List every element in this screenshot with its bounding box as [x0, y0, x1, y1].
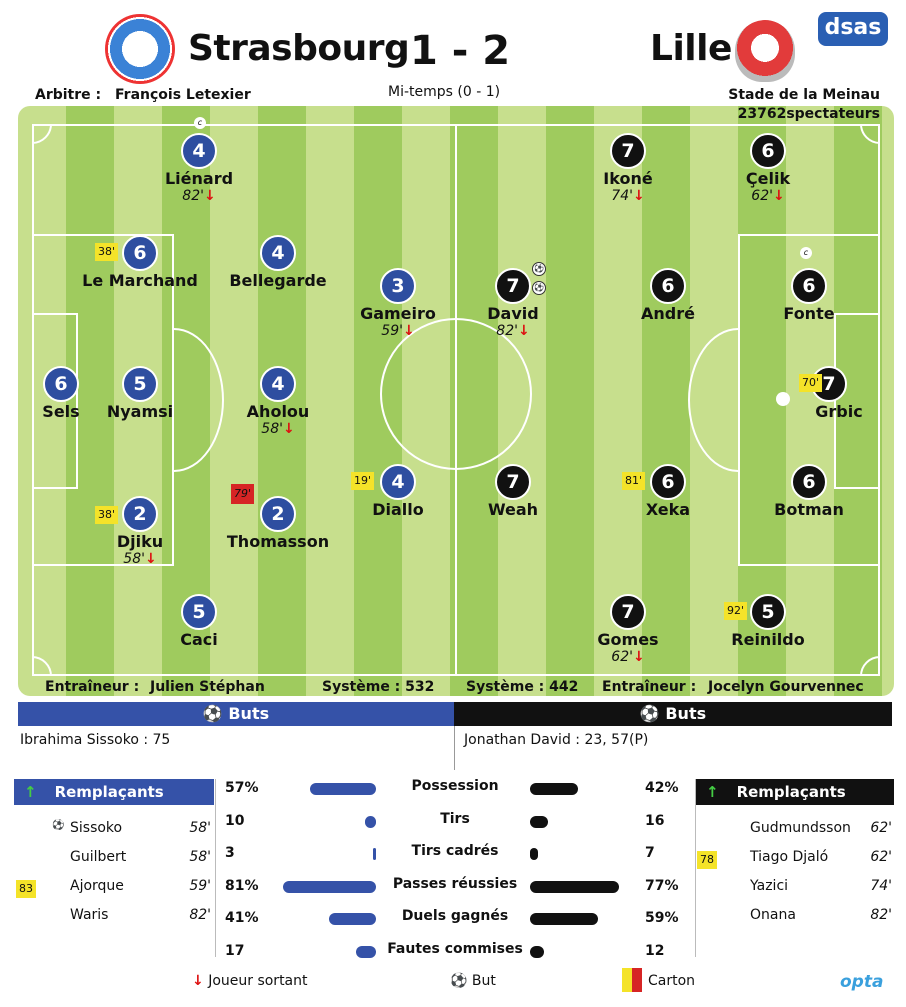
away-player[interactable]: [764, 366, 894, 421]
ball-icon[interactable]: ⚽: [52, 820, 65, 831]
corner-arc-br: [860, 656, 894, 696]
stat-name[interactable]: Duels gagnés: [401, 908, 509, 924]
player-number[interactable]: 7: [610, 594, 646, 630]
stat-away-value[interactable]: 7: [645, 845, 655, 861]
player-number[interactable]: 6: [650, 464, 686, 500]
player-number[interactable]: 6: [122, 235, 158, 271]
player-number[interactable]: 7: [610, 133, 646, 169]
player-name[interactable]: Weah: [487, 500, 539, 519]
xeka-card[interactable]: 81': [622, 472, 645, 490]
sub-time[interactable]: [134, 188, 264, 205]
player-name[interactable]: Le Marchand: [82, 271, 198, 290]
away-player[interactable]: [448, 268, 578, 340]
stat-home-bar[interactable]: [373, 848, 376, 860]
sub-time[interactable]: [75, 551, 205, 568]
player-name[interactable]: Aholou: [246, 402, 310, 421]
arrow-down-icon[interactable]: ↓: [632, 649, 645, 665]
player-name[interactable]: Gameiro: [360, 304, 436, 323]
home-player[interactable]: [213, 366, 343, 438]
stat-away-bar[interactable]: [530, 913, 598, 925]
away-goals-bar: ⚽ Buts: [454, 702, 892, 726]
player-number[interactable]: 3: [380, 268, 416, 304]
stat-home-value[interactable]: 17: [225, 942, 245, 959]
stat-home-bar[interactable]: [310, 783, 376, 795]
stat-away-bar[interactable]: [530, 946, 544, 958]
away-sub-name[interactable]: Onana: [750, 907, 796, 923]
player-number[interactable]: 4: [380, 464, 416, 500]
stat-away-value[interactable]: 77%: [645, 877, 679, 894]
sub-minute[interactable]: 59': [381, 323, 403, 339]
away-sub-name[interactable]: Yazici: [750, 878, 789, 894]
diallo-card[interactable]: 19': [351, 472, 374, 490]
ball-icon[interactable]: ⚽: [532, 281, 546, 295]
player-number[interactable]: 7: [495, 464, 531, 500]
player-name[interactable]: Ikoné: [603, 169, 653, 188]
player-name[interactable]: Gomes: [597, 630, 659, 649]
arrow-down-icon[interactable]: ↓: [203, 188, 216, 204]
home-subs-header: ↑ Remplaçants: [14, 779, 214, 805]
home-sub-name[interactable]: Waris: [70, 907, 109, 923]
away-coach: Jocelyn Gourvennec: [708, 679, 864, 695]
center-circle: [380, 318, 532, 470]
subs-right-divider: [695, 779, 696, 957]
captain-badge[interactable]: c: [194, 117, 206, 129]
away-subs-header: ↑ Remplaçants: [696, 779, 894, 805]
home-sub-name[interactable]: Ajorque: [70, 878, 124, 894]
sub-time[interactable]: [448, 323, 578, 340]
player-number[interactable]: 4: [260, 366, 296, 402]
player-number[interactable]: 5: [750, 594, 786, 630]
away-sub-name[interactable]: Gudmundsson: [750, 820, 851, 836]
player-name[interactable]: André: [641, 304, 695, 323]
stat-away-bar[interactable]: [530, 848, 538, 860]
home-player[interactable]: [333, 268, 463, 340]
away-team-name: Lille: [650, 28, 732, 69]
stat-name[interactable]: Passes réussies: [392, 875, 518, 892]
away-system: Système : 442: [466, 679, 579, 695]
home-system: Système : 532: [322, 679, 435, 695]
stat-away-value[interactable]: 16: [645, 812, 665, 829]
arrow-down-icon[interactable]: ↓: [517, 323, 530, 339]
away-player[interactable]: [563, 133, 693, 205]
stat-home-value[interactable]: 3: [225, 845, 235, 861]
home-sub-minute[interactable]: 58': [189, 820, 211, 836]
sub-time[interactable]: [333, 323, 463, 340]
arrow-down-icon[interactable]: ↓: [402, 323, 415, 339]
home-coach-label: Entraîneur :: [45, 679, 140, 695]
sub-minute[interactable]: 62': [751, 188, 773, 204]
away-player[interactable]: [744, 268, 874, 323]
arrow-up-icon: ↑: [24, 783, 37, 801]
referee-label: Arbitre :: [35, 87, 102, 103]
away-player[interactable]: [703, 133, 833, 205]
player-number[interactable]: 4: [181, 133, 217, 169]
match-score: 1 - 2: [410, 28, 511, 74]
captain-badge[interactable]: c: [800, 247, 812, 259]
arrow-down-icon[interactable]: ↓: [772, 188, 785, 204]
stat-home-bar[interactable]: [283, 881, 376, 893]
away-sub-name[interactable]: Tiago Djaló: [750, 849, 829, 865]
player-number[interactable]: 2: [260, 496, 296, 532]
stat-name[interactable]: Possession: [411, 778, 499, 794]
home-goals-bar: ⚽ Buts: [18, 702, 454, 726]
home-player[interactable]: [213, 496, 343, 551]
lemarchand-card[interactable]: 38': [95, 243, 118, 261]
player-number[interactable]: 6: [43, 366, 79, 402]
away-sub-card: 78: [697, 851, 717, 869]
stat-away-bar[interactable]: [530, 783, 578, 795]
sub-minute[interactable]: 74': [611, 188, 633, 204]
player-name[interactable]: Sels: [42, 402, 80, 421]
player-number[interactable]: 2: [122, 496, 158, 532]
arrow-down-icon[interactable]: ↓: [282, 421, 295, 437]
away-sub-minute[interactable]: 62': [870, 820, 892, 836]
player-name[interactable]: David: [487, 304, 539, 323]
player-name[interactable]: Djiku: [116, 532, 164, 551]
arrow-down-icon[interactable]: ↓: [632, 188, 645, 204]
player-number[interactable]: 4: [260, 235, 296, 271]
stat-away-value[interactable]: 12: [645, 942, 665, 959]
home-sub-name[interactable]: Sissoko: [70, 820, 123, 836]
home-player[interactable]: [134, 594, 264, 649]
player-name[interactable]: Bellegarde: [229, 271, 327, 290]
legend-out: ↓ Joueur sortant: [192, 973, 308, 989]
stat-home-value[interactable]: 57%: [225, 780, 259, 796]
stat-home-bar[interactable]: [365, 816, 377, 828]
sub-time[interactable]: [563, 649, 693, 666]
away-sub-minute[interactable]: 74': [870, 878, 892, 894]
player-name[interactable]: Caci: [180, 630, 218, 649]
sub-minute[interactable]: 82': [182, 188, 204, 204]
home-team-name: Strasbourg: [188, 28, 410, 69]
away-coach-label: Entraîneur :: [602, 679, 697, 695]
stat-away-bar[interactable]: [530, 881, 619, 893]
player-name[interactable]: Botman: [774, 500, 844, 519]
home-sub-card: 83: [16, 880, 36, 898]
player-number[interactable]: 6: [650, 268, 686, 304]
stat-home-value[interactable]: 41%: [225, 910, 259, 926]
home-player[interactable]: [134, 133, 264, 205]
strasbourg-logo: [105, 14, 175, 84]
player-number[interactable]: 6: [750, 133, 786, 169]
sub-minute[interactable]: 58': [261, 421, 283, 437]
stat-away-bar[interactable]: [530, 816, 548, 828]
away-player[interactable]: [603, 268, 733, 323]
subs-left-divider: [215, 779, 216, 957]
away-sub-minute[interactable]: 82': [870, 907, 892, 923]
stat-name[interactable]: Tirs: [440, 810, 470, 827]
arrow-down-icon: ↓: [192, 973, 204, 989]
player-number[interactable]: 6: [791, 268, 827, 304]
player-name[interactable]: Liénard: [164, 169, 234, 188]
lille-logo: [735, 20, 795, 82]
ball-icon: ⚽: [450, 973, 468, 989]
legend-card: Carton: [648, 973, 696, 989]
away-sub-minute[interactable]: 62': [870, 849, 892, 865]
arrow-down-icon[interactable]: ↓: [144, 551, 157, 567]
away-player[interactable]: [563, 594, 693, 666]
away-player[interactable]: [703, 594, 833, 649]
attendance: 23762spectateurs: [737, 106, 880, 122]
player-number[interactable]: 7: [495, 268, 531, 304]
player-name[interactable]: Thomasson: [226, 532, 330, 551]
stat-home-value[interactable]: 81%: [225, 877, 259, 894]
home-coach: Julien Stéphan: [150, 679, 265, 695]
home-sub-minute[interactable]: 82': [189, 907, 211, 923]
thomasson-card[interactable]: 79': [231, 484, 254, 504]
opta-logo: opta: [840, 972, 884, 992]
home-goals: Ibrahima Sissoko : 75: [20, 732, 171, 748]
player-number[interactable]: 7: [811, 366, 847, 402]
sub-time[interactable]: [703, 188, 833, 205]
stat-name[interactable]: Tirs cadrés: [411, 843, 499, 859]
player-number[interactable]: 5: [122, 366, 158, 402]
player-name[interactable]: Grbic: [815, 402, 863, 421]
home-player[interactable]: [213, 235, 343, 290]
grbic-card[interactable]: 70': [799, 374, 822, 392]
ball-icon[interactable]: ⚽: [532, 262, 546, 276]
player-name[interactable]: Fonte: [783, 304, 835, 323]
player-number[interactable]: 5: [181, 594, 217, 630]
away-goals: Jonathan David : 23, 57(P): [464, 732, 649, 748]
stat-home-bar[interactable]: [329, 913, 376, 925]
referee-name: François Letexier: [115, 87, 251, 103]
home-sub-minute[interactable]: 59': [189, 878, 211, 894]
home-player[interactable]: [75, 366, 205, 421]
reinildo-card[interactable]: 92': [724, 602, 747, 620]
player-name[interactable]: Diallo: [372, 500, 424, 519]
sub-time[interactable]: [213, 421, 343, 438]
legend-goal: ⚽ But: [450, 973, 496, 989]
card-icon: [622, 968, 642, 992]
sub-minute[interactable]: 58': [123, 551, 145, 567]
goals-divider: [454, 726, 455, 770]
player-number[interactable]: 6: [791, 464, 827, 500]
stadium-name: Stade de la Meinau: [728, 87, 880, 103]
sub-minute[interactable]: 62': [611, 649, 633, 665]
halftime-score: Mi-temps (0 - 1): [388, 84, 501, 100]
djiku-card[interactable]: 38': [95, 506, 118, 524]
dsas-brand: dsas: [818, 12, 888, 46]
arrow-up-icon: ↑: [706, 783, 719, 801]
home-sub-minute[interactable]: 58': [189, 849, 211, 865]
away-player[interactable]: [744, 464, 874, 519]
home-sub-name[interactable]: Guilbert: [70, 849, 127, 865]
stat-away-value[interactable]: 42%: [645, 780, 679, 796]
stat-home-bar[interactable]: [356, 946, 376, 958]
player-name[interactable]: Nyamsi: [106, 402, 174, 421]
stat-away-value[interactable]: 59%: [645, 910, 679, 926]
sub-time[interactable]: [563, 188, 693, 205]
away-player[interactable]: [448, 464, 578, 519]
player-name[interactable]: Reinildo: [731, 630, 805, 649]
sub-minute[interactable]: 82': [496, 323, 518, 339]
player-name[interactable]: Çelik: [745, 169, 791, 188]
player-name[interactable]: Xeka: [645, 500, 691, 519]
stat-name[interactable]: Fautes commises: [387, 940, 523, 957]
stat-home-value[interactable]: 10: [225, 812, 245, 829]
